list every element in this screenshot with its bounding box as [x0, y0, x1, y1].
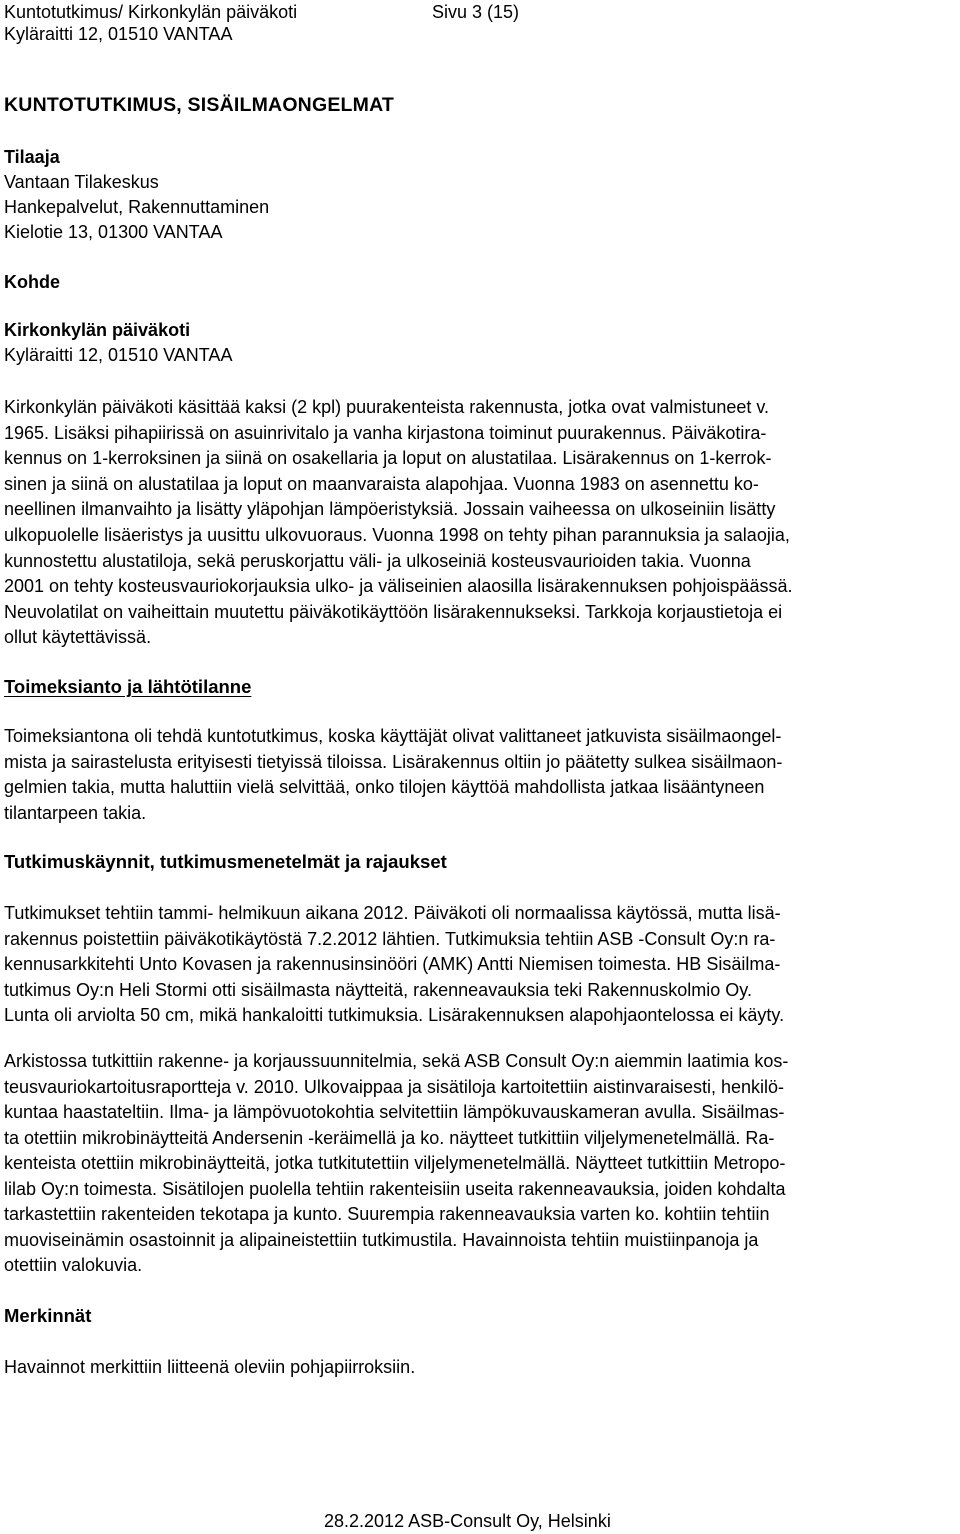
text-line: neellinen ilmanvaihto ja lisätty yläpohjan lämpöeristyksiä. Jossain vaiheessa on ulkoseiniin lisätty — [4, 499, 776, 520]
page-number: Sivu 3 (15) — [432, 2, 520, 22]
text-line: 2001 on tehty kosteusvauriokorjauksia ulko- ja väliseinien alaosilla lisärakennuksen pohjoispäässä. — [4, 576, 793, 597]
text-line: kunnostettu alustatiloja, sekä peruskorjattu väli- ja ulkoseiniä kosteusvaurioiden takia. Vuonna — [4, 550, 751, 571]
text-line: Kirkonkylän päiväkoti käsittää kaksi (2 kpl) puurakenteista rakennusta, jotka ovat valmistuneet v. — [4, 397, 770, 417]
text-line: lilab Oy:n toimesta. Sisätilojen puolella tehtiin rakenteisiin useita rakenneavauksia, joiden kohdalta — [4, 1178, 786, 1199]
tilaaja-line: Hankepalvelut, Rakennuttaminen — [4, 197, 270, 217]
text-line: kennusarkkitehti Unto Kovasen ja rakennusinsinööri (AMK) Antti Niemisen toimesta. HB Sisäilma- — [4, 954, 781, 974]
section-heading-text: Tutkimuskäynnit, tutkimusmenetelmät ja rajaukset — [4, 851, 447, 872]
section1-body — [4, 724, 954, 826]
header-title: Kuntotutkimus/ Kirkonkylän päiväkoti — [4, 2, 298, 22]
text-line: ollut käytettävissä. — [4, 627, 152, 648]
text-line: tarkastettiin rakenteiden tekotapa ja kunto. Suurempia rakenneavauksia varten ko. kohtiin tehtiin — [4, 1204, 770, 1224]
text-line: Havainnot merkittiin liitteenä oleviin pohjapiirroksiin. — [4, 1357, 416, 1377]
section3-body — [4, 1355, 954, 1380]
text-line: ulkopuolelle lisäeristys ja uusittu ulkovuoraus. Vuonna 1998 on tehty pihan parannuksia ja salaojia, — [4, 524, 790, 545]
section2-para1 — [4, 901, 954, 1029]
kohde-name: Kirkonkylän päiväkoti — [4, 320, 191, 340]
kohde-block — [4, 318, 954, 368]
section-heading-text: Merkinnät — [4, 1305, 92, 1326]
section-heading-text: Toimeksianto ja lähtötilanne — [4, 676, 252, 697]
section-heading — [4, 849, 954, 874]
tilaaja-line: Kielotie 13, 01300 VANTAA — [4, 222, 223, 242]
page-footer: 28.2.2012 ASB-Consult Oy, Helsinki — [324, 1511, 611, 1531]
tilaaja-label: Tilaaja — [4, 147, 60, 167]
section2-para2 — [4, 1049, 954, 1279]
section-heading — [4, 674, 954, 699]
section-heading — [4, 1303, 954, 1328]
text-line: Toimeksiantona oli tehdä kuntotutkimus, koska käyttäjät olivat valittaneet jatkuvista sisäilmaongel- — [4, 726, 782, 746]
text-line: kuntaa haastateltiin. Ilma- ja lämpövuotokohtia selvitettiin lämpökuvauskameran avulla. Sisäilmas- — [4, 1102, 785, 1122]
text-line: ta otettiin mikrobinäytteitä Andersenin -keräimellä ja ko. näytteet tutkittiin viljelymenetelmällä. Ra- — [4, 1127, 775, 1148]
kohde-description — [4, 395, 954, 651]
text-line: Neuvolatilat on vaiheittain muutettu päiväkotikäyttöön lisärakennukseksi. Tarkkoja korjaustietoja ei — [4, 601, 783, 622]
text-line: tutkimus Oy:n Heli Stormi otti sisäilmasta näytteitä, rakenneavauksia teki Rakennuskolmio Oy. — [4, 979, 752, 1000]
tilaaja-block — [4, 145, 954, 245]
text-line: Lunta oli arviolta 50 cm, mikä hankaloitti tutkimuksia. Lisärakennuksen alapohjaontelossa ei käyty. — [4, 1005, 785, 1025]
text-line: rakennus poistettiin päiväkotikäytöstä 7.2.2012 lähtien. Tutkimuksia tehtiin ASB -Consult Oy:n ra- — [4, 928, 776, 949]
kohde-label — [4, 270, 954, 295]
text-line: sinen ja siinä on alustatilaa ja loput on maanvaraista alapohjaa. Vuonna 1983 on asennettu ko- — [4, 473, 759, 494]
text-line: otettiin valokuvia. — [4, 1255, 143, 1275]
text-line: kenteista otettiin mikrobinäytteitä, jotka tutkitutettiin viljelymenetelmällä. Näytteet tutkittiin Metropo- — [4, 1153, 786, 1173]
kohde-label-text: Kohde — [4, 272, 60, 292]
text-line: 1965. Lisäksi pihapiirissä on asuinrivitalo ja vanha kirjastona toiminut puurakennus. Päiväkotira- — [4, 422, 767, 443]
text-line: tilantarpeen takia. — [4, 802, 147, 823]
document-title: KUNTOTUTKIMUS, SISÄILMAONGELMAT — [4, 94, 395, 116]
text-line: teusvauriokartoitusraportteja v. 2010. Ulkovaippaa ja sisätiloja kartoitettiin aistinvaraisesti, henkilö- — [4, 1076, 785, 1097]
text-line: kennus on 1-kerroksinen ja siinä on osakellaria ja loput on alustatilaa. Lisärakennus on 1-kerrok- — [4, 448, 772, 469]
header-address: Kyläraitti 12, 01510 VANTAA — [4, 24, 233, 44]
kohde-address: Kyläraitti 12, 01510 VANTAA — [4, 345, 233, 365]
tilaaja-line: Vantaan Tilakeskus — [4, 172, 159, 192]
text-line: Arkistossa tutkittiin rakenne- ja korjaussuunnitelmia, sekä ASB Consult Oy:n aiemmin laatimia kos- — [4, 1051, 789, 1071]
text-line: muoviseinämin osastoinnit ja alipaineistettiin tutkimustila. Havainnoista tehtiin muistiinpanoja ja — [4, 1229, 759, 1250]
text-line: gelmien takia, mutta haluttiin vielä selvittää, onko tilojen käyttöä mahdollista jatkaa lisääntyneen — [4, 777, 765, 797]
text-line: Tutkimukset tehtiin tammi- helmikuun aikana 2012. Päiväkoti oli normaalissa käytössä, mutta lisä- — [4, 903, 781, 923]
text-line: mista ja sairastelusta erityisesti tietyissä tiloissa. Lisärakennus oltiin jo päätetty sulkea sisäilmaon- — [4, 751, 783, 772]
